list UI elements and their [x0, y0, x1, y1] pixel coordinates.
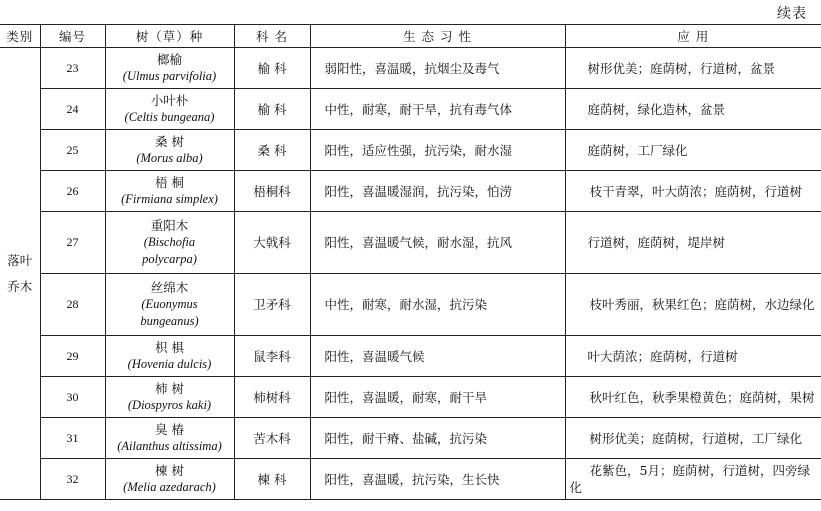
- species-name: 楝 树: [155, 463, 184, 478]
- species-latin: (Ulmus parvifolia): [122, 69, 217, 83]
- use-cell: 树形优美；庭荫树，行道树，工厂绿化: [565, 418, 821, 459]
- species-cell: [105, 377, 234, 418]
- species-latin: (Firmiana simplex): [121, 192, 218, 206]
- use-cell: 花紫色，5月；庭荫树，行道树，四旁绿化: [565, 459, 821, 500]
- species-latin: (Melia azedarach): [123, 480, 216, 494]
- species-latin: (Bischofia: [143, 235, 196, 249]
- row-number: 25: [40, 130, 105, 171]
- use-cell: 行道树，庭荫树，堤岸树: [565, 212, 821, 274]
- row-number: 24: [40, 89, 105, 130]
- header-category: 类别: [0, 25, 40, 48]
- header-habit: 生 态 习 性: [310, 25, 565, 48]
- row-number: 23: [40, 48, 105, 89]
- habit-cell: 阳性，喜温暖气候: [310, 336, 565, 377]
- species-cell: [105, 171, 234, 212]
- table-row: [0, 89, 821, 130]
- table-row: [0, 130, 821, 171]
- use-cell: 庭荫树，工厂绿化: [565, 130, 821, 171]
- family-cell: 楝 科: [234, 459, 310, 500]
- family-cell: 苦木科: [234, 418, 310, 459]
- row-number: 28: [40, 274, 105, 336]
- habit-cell: 阳性，喜温暖，抗污染，生长快: [310, 459, 565, 500]
- species-latin: (Morus alba): [136, 151, 203, 165]
- habit-cell: 中性，耐寒，耐干旱，抗有毒气体: [310, 89, 565, 130]
- use-cell: 庭荫树，绿化造林，盆景: [565, 89, 821, 130]
- species-cell: [105, 130, 234, 171]
- family-cell: 鼠李科: [234, 336, 310, 377]
- use-cell: 树形优美；庭荫树，行道树，盆景: [565, 48, 821, 89]
- table-row: [0, 171, 821, 212]
- species-name: 丝绵木: [150, 280, 189, 295]
- habit-cell: 中性，耐寒，耐水湿，抗污染: [310, 274, 565, 336]
- species-latin: (Diospyros kaki): [127, 398, 212, 412]
- category-line-2: 乔木: [7, 278, 33, 294]
- species-cell: [105, 459, 234, 500]
- family-cell: 柿树科: [234, 377, 310, 418]
- row-number: 31: [40, 418, 105, 459]
- species-latin: (Euonymus: [141, 297, 198, 311]
- use-cell: 叶大荫浓；庭荫树，行道树: [565, 336, 821, 377]
- table-row: [0, 48, 821, 89]
- species-latin-cont: polycarpa): [142, 252, 197, 266]
- species-name: 重阳木: [150, 218, 189, 233]
- family-cell: 榆 科: [234, 48, 310, 89]
- species-name: 柿 树: [155, 381, 184, 396]
- row-number: 29: [40, 336, 105, 377]
- table-header-row: [0, 25, 821, 48]
- species-name: 枳 椇: [155, 340, 184, 355]
- row-number: 32: [40, 459, 105, 500]
- species-name: 桑 树: [155, 134, 184, 149]
- header-number: 编号: [40, 25, 105, 48]
- species-cell: [105, 212, 234, 274]
- species-cell: [105, 89, 234, 130]
- table-row: [0, 274, 821, 336]
- species-name: 臭 椿: [155, 422, 184, 437]
- table-row: [0, 459, 821, 500]
- table-row: [0, 418, 821, 459]
- species-latin: (Ailanthus altissima): [117, 439, 222, 453]
- species-name: 梧 桐: [155, 175, 184, 190]
- habit-cell: 阳性，喜温暖湿润，抗污染，怕涝: [310, 171, 565, 212]
- species-cell: [105, 418, 234, 459]
- habit-cell: 阳性，适应性强，抗污染，耐水湿: [310, 130, 565, 171]
- species-cell: [105, 336, 234, 377]
- species-latin-cont: bungeanus): [140, 314, 199, 328]
- table-row: [0, 212, 821, 274]
- family-cell: 大戟科: [234, 212, 310, 274]
- tree-species-table: [0, 24, 821, 500]
- family-cell: 榆 科: [234, 89, 310, 130]
- header-application: 应 用: [565, 25, 821, 48]
- category-cell: [0, 48, 40, 500]
- row-number: 26: [40, 171, 105, 212]
- table-row: [0, 377, 821, 418]
- habit-cell: 阳性，喜温暖气候，耐水湿，抗风: [310, 212, 565, 274]
- habit-cell: 阳性，喜温暖，耐寒，耐干旱: [310, 377, 565, 418]
- header-species: 树（草）种: [105, 25, 234, 48]
- species-name: 小叶朴: [150, 93, 189, 108]
- use-cell: 枝干青翠，叶大荫浓；庭荫树，行道树: [565, 171, 821, 212]
- table-continued-caption: 续表: [777, 6, 807, 22]
- use-cell: 秋叶红色，秋季果橙黄色；庭荫树，果树: [565, 377, 821, 418]
- row-number: 30: [40, 377, 105, 418]
- species-latin: (Hovenia dulcis): [127, 357, 212, 371]
- species-cell: [105, 48, 234, 89]
- family-cell: 梧桐科: [234, 171, 310, 212]
- family-cell: 卫矛科: [234, 274, 310, 336]
- species-name: 榔榆: [156, 52, 182, 67]
- habit-cell: 阳性，耐干瘠、盐碱，抗污染: [310, 418, 565, 459]
- header-family: 科 名: [234, 25, 310, 48]
- row-number: 27: [40, 212, 105, 274]
- habit-cell: 弱阳性，喜温暖，抗烟尘及毒气: [310, 48, 565, 89]
- species-cell: [105, 274, 234, 336]
- species-latin: (Celtis bungeana): [124, 110, 215, 124]
- family-cell: 桑 科: [234, 130, 310, 171]
- category-line-1: 落叶: [7, 252, 33, 268]
- use-cell: 枝叶秀丽，秋果红色；庭荫树，水边绿化: [565, 274, 821, 336]
- table-row: [0, 336, 821, 377]
